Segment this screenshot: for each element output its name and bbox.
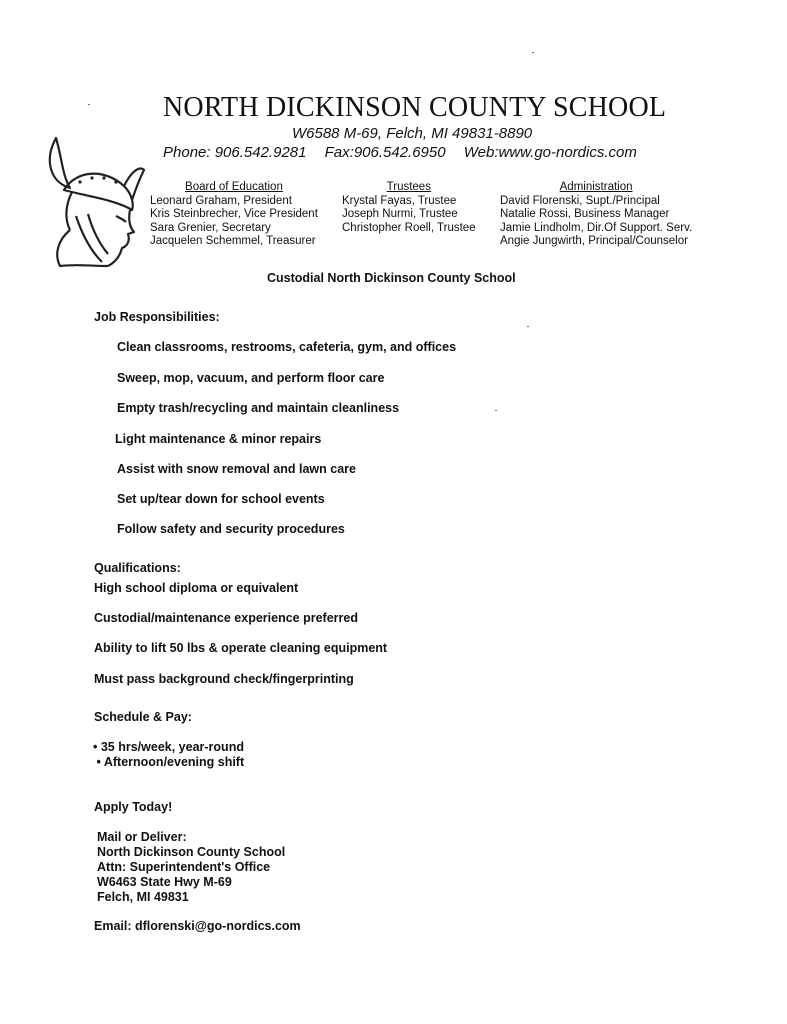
board-member: Sara Grenier, Secretary xyxy=(150,221,271,234)
board-member: Leonard Graham, President xyxy=(150,194,292,207)
contact-line xyxy=(163,144,651,161)
administration-heading: Administration xyxy=(559,181,633,193)
viking-head-icon xyxy=(36,130,146,270)
website: Web:www.go-nordics.com xyxy=(463,144,637,161)
responsibility-item: Set up/tear down for school events xyxy=(117,492,325,506)
schedule-item: • Afternoon/evening shift xyxy=(93,755,245,769)
apply-heading: Apply Today! xyxy=(94,800,173,814)
qualification-item: Custodial/maintenance experience preferred xyxy=(94,611,358,625)
responsibility-item: Follow safety and security procedures xyxy=(117,522,345,536)
board-of-education-column xyxy=(150,181,318,249)
administration-member: David Florenski, Supt./Principal xyxy=(500,194,660,207)
qualifications-heading: Qualifications: xyxy=(94,561,181,575)
mailing-address-block xyxy=(97,830,285,905)
mail-line: North Dickinson County School xyxy=(97,845,286,859)
responsibility-item: Light maintenance & minor repairs xyxy=(115,432,322,446)
board-heading: Board of Education xyxy=(185,181,283,193)
board-member: Kris Steinbrecher, Vice President xyxy=(150,208,318,220)
mail-line: Mail or Deliver: xyxy=(97,830,187,844)
fax-number: Fax:906.542.6950 xyxy=(324,144,446,161)
trustee-member: Joseph Nurmi, Trustee xyxy=(342,208,458,220)
administration-member: Angie Jungwirth, Principal/Counselor xyxy=(500,235,688,247)
administration-member: Natalie Rossi, Business Manager xyxy=(500,208,670,220)
document-title: Custodial North Dickinson County School xyxy=(267,271,516,285)
administration-column xyxy=(500,181,692,249)
schedule-heading: Schedule & Pay: xyxy=(94,710,192,724)
school-name-heading: NORTH DICKINSON COUNTY SCHOOL xyxy=(163,92,667,123)
responsibility-item: Sweep, mop, vacuum, and perform floor care xyxy=(117,371,385,385)
mail-line: Attn: Superintendent's Office xyxy=(97,860,271,874)
trustees-heading: Trustees xyxy=(386,181,431,193)
schedule-item: • 35 hrs/week, year-round xyxy=(93,740,244,754)
school-address: W6588 M-69, Felch, MI 49831-8890 xyxy=(292,125,533,142)
contact-email[interactable]: Email: dflorenski@go-nordics.com xyxy=(94,919,301,933)
scan-speck xyxy=(88,104,90,105)
responsibility-item: Clean classrooms, restrooms, cafeteria, gym, and offices xyxy=(117,340,457,354)
administration-member: Jamie Lindholm, Dir.Of Support. Serv. xyxy=(500,221,693,234)
qualification-item: Ability to lift 50 lbs & operate cleaning equipment xyxy=(94,641,388,655)
board-member: Jacquelen Schemmel, Treasurer xyxy=(150,235,316,247)
scan-speck xyxy=(495,410,497,411)
phone-number: Phone: 906.542.9281 xyxy=(163,144,307,161)
qualification-item: Must pass background check/fingerprinting xyxy=(94,672,354,686)
responsibility-item: Assist with snow removal and lawn care xyxy=(117,462,356,476)
qualification-item: High school diploma or equivalent xyxy=(94,581,299,595)
trustee-member: Christopher Roell, Trustee xyxy=(342,221,476,234)
mail-line: W6463 State Hwy M-69 xyxy=(97,875,232,889)
scan-speck xyxy=(532,52,534,53)
responsibilities-heading: Job Responsibilities: xyxy=(94,310,220,324)
scan-speck xyxy=(527,326,529,327)
mail-line: Felch, MI 49831 xyxy=(97,890,189,904)
responsibility-item: Empty trash/recycling and maintain cleanliness xyxy=(117,401,400,415)
trustee-member: Krystal Fayas, Trustee xyxy=(342,194,457,207)
trustees-column xyxy=(342,181,476,235)
